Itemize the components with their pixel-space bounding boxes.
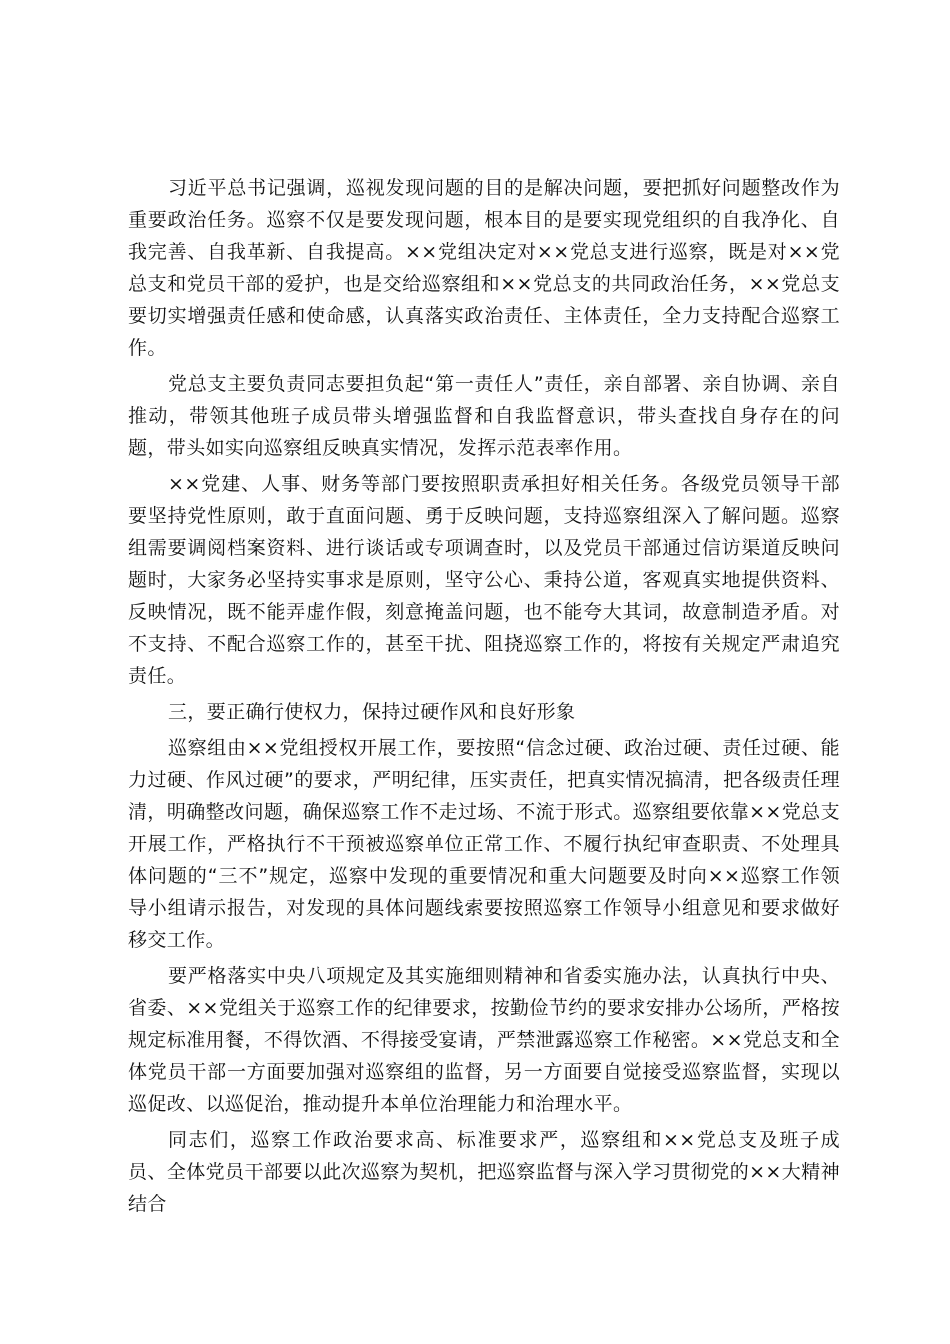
paragraph-5: 要严格落实中央八项规定及其实施细则精神和省委实施办法，认真执行中央、省委、××党组关于巡察工作的纪律要求，按勤俭节约的要求安排办公场所，严格按规定标准用餐，不得饮酒、不得接受宴请，严禁泄露巡察工作秘密。××党总支和全体党员干部一方面要加强对巡察组的监督，另一方面要自觉接受巡察监督，实现以巡促改、以巡促治，推动提升本单位治理能力和治理水平。 — [128, 965, 840, 1115]
paragraph-4: 巡察组由××党组授权开展工作，要按照“信念过硬、政治过硬、责任过硬、能力过硬、作风过硬”的要求，严明纪律，压实责任，把真实情况搞清，把各级责任理清，明确整改问题，确保巡察工作不走过场、不流于形式。巡察组要依靠××党总支开展工作，严格执行不干预被巡察单位正常工作、不履行执纪审查职责、不处理具体问题的“三不”规定，巡察中发现的重要情况和重大问题要及时向××巡察工作领导小组请示报告，对发现的具体问题线索要按照巡察工作领导小组意见和要求做好移交工作。 — [128, 737, 840, 951]
paragraph-1: 习近平总书记强调，巡视发现问题的目的是解决问题，要把抓好问题整改作为重要政治任务。巡察不仅是要发现问题，根本目的是要实现党组织的自我净化、自我完善、自我革新、自我提高。××党组决定对××党总支进行巡察，既是对××党总支和党员干部的爱护，也是交给巡察组和××党总支的共同政治任务，××党总支要切实增强责任感和使命感，认真落实政治责任、主体责任，全力支持配合巡察工作。 — [128, 177, 840, 359]
section-heading: 三，要正确行使权力，保持过硬作风和良好形象 — [168, 701, 576, 723]
paragraph-2: 党总支主要负责同志要担负起“第一责任人”责任，亲自部署、亲自协调、亲自推动，带领其他班子成员带头增强监督和自我监督意识，带头查找自身存在的问题，带头如实向巡察组反映真实情况，发挥示范表率作用。 — [128, 373, 840, 459]
paragraph-3: ××党建、人事、财务等部门要按照职责承担好相关任务。各级党员领导干部要坚持党性原则，敢于直面问题、勇于反映问题，支持巡察组深入了解问题。巡察组需要调阅档案资料、进行谈话或专项调查时，以及党员干部通过信访渠道反映问题时，大家务必坚持实事求是原则，坚守公心、秉持公道，客观真实地提供资料、反映情况，既不能弄虚作假，刻意掩盖问题，也不能夸大其词，故意制造矛盾。对不支持、不配合巡察工作的，甚至干扰、阻挠巡察工作的，将按有关规定严肃追究责任。 — [128, 473, 840, 687]
document-body — [128, 172, 840, 1224]
paragraph-6: 同志们，巡察工作政治要求高、标准要求严，巡察组和××党总支及班子成员、全体党员干部要以此次巡察为契机，把巡察监督与深入学习贯彻党的××大精神结合 — [128, 1129, 840, 1215]
